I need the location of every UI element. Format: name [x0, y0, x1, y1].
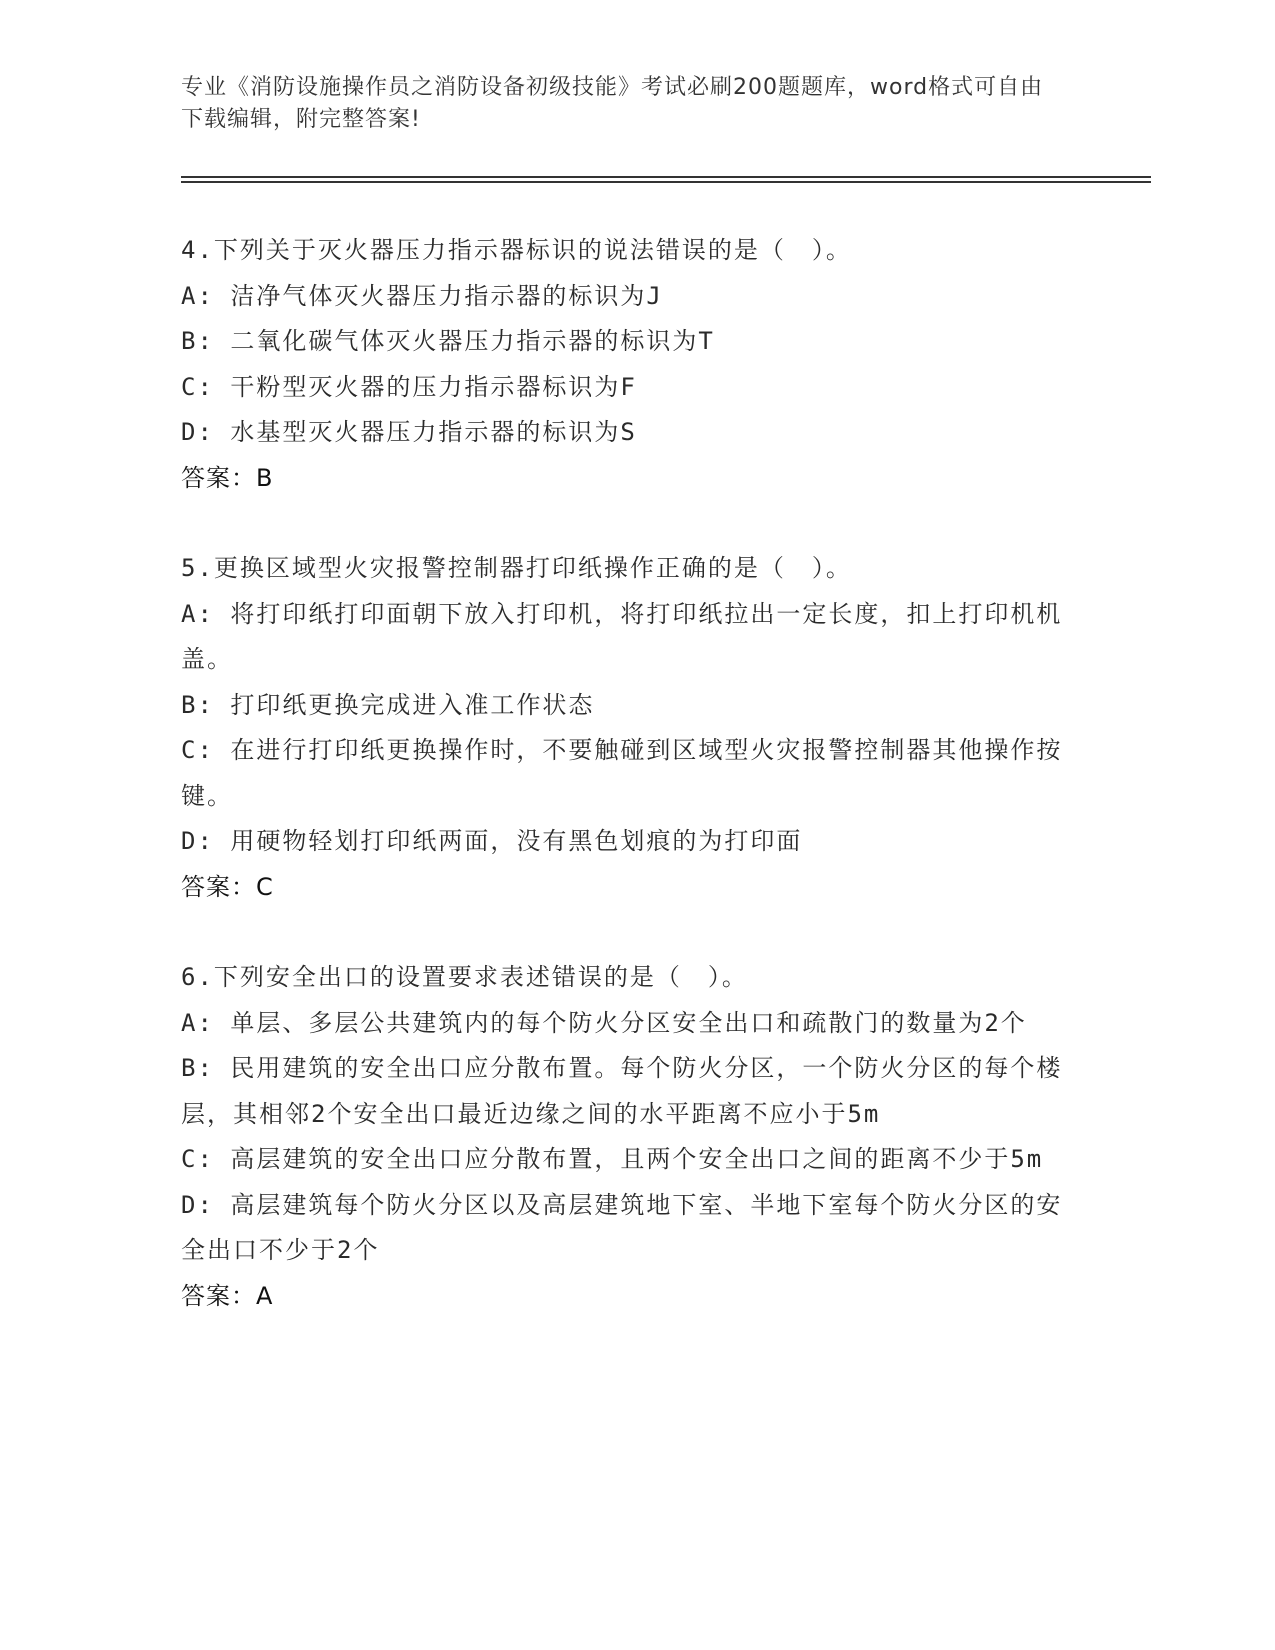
- option-a: A: 单层、多层公共建筑内的每个防火分区安全出口和疏散门的数量为2个: [181, 1008, 1027, 1037]
- option-d: D: 高层建筑每个防火分区以及高层建筑地下室、半地下室每个防火分区的安全出口不少于2个: [181, 1190, 1063, 1264]
- option-b: B: 二氧化碳气体灭火器压力指示器的标识为T: [181, 327, 715, 355]
- question-list: [181, 228, 1081, 1364]
- answer-line: 答案：B: [181, 463, 274, 492]
- option-b: B: 打印纸更换完成进入准工作状态: [181, 690, 595, 719]
- answer-line: 答案：A: [181, 1281, 274, 1310]
- question-stem: 6.下列安全出口的设置要求表述错误的是（ ）。: [181, 963, 748, 991]
- question-item: [181, 228, 1081, 501]
- option-d: D: 用硬物轻划打印纸两面，没有黑色划痕的为打印面: [181, 827, 803, 855]
- header-divider-top: [181, 176, 1151, 178]
- option-b: B: 民用建筑的安全出口应分散布置。每个防火分区，一个防火分区的每个楼层，其相邻2个安全出口最近边缘之间的水平距离不应小于5m: [181, 1054, 1063, 1128]
- option-a: A: 将打印纸打印面朝下放入打印机，将打印纸拉出一定长度，扣上打印机机盖。: [181, 599, 1063, 673]
- answer-line: 答案：C: [181, 872, 274, 901]
- question-stem: 5.更换区域型火灾报警控制器打印纸操作正确的是（ ）。: [181, 554, 852, 582]
- question-stem: 4.下列关于灭火器压力指示器标识的说法错误的是（ ）。: [181, 236, 852, 264]
- question-item: [181, 955, 1081, 1319]
- page-header-title: 专业《消防设施操作员之消防设备初级技能》考试必刷200题题库，word格式可自由下载编辑，附完整答案!: [181, 75, 1044, 132]
- question-item: [181, 546, 1081, 910]
- option-c: C: 高层建筑的安全出口应分散布置，且两个安全出口之间的距离不少于5m: [181, 1145, 1044, 1173]
- option-a: A: 洁净气体灭火器压力指示器的标识为J: [181, 281, 663, 310]
- option-c: C: 在进行打印纸更换操作时，不要触碰到区域型火灾报警控制器其他操作按键。: [181, 736, 1063, 810]
- header-divider-bottom: [181, 181, 1151, 183]
- option-c: C: 干粉型灭火器的压力指示器标识为F: [181, 372, 637, 401]
- option-d: D: 水基型灭火器压力指示器的标识为S: [181, 418, 637, 446]
